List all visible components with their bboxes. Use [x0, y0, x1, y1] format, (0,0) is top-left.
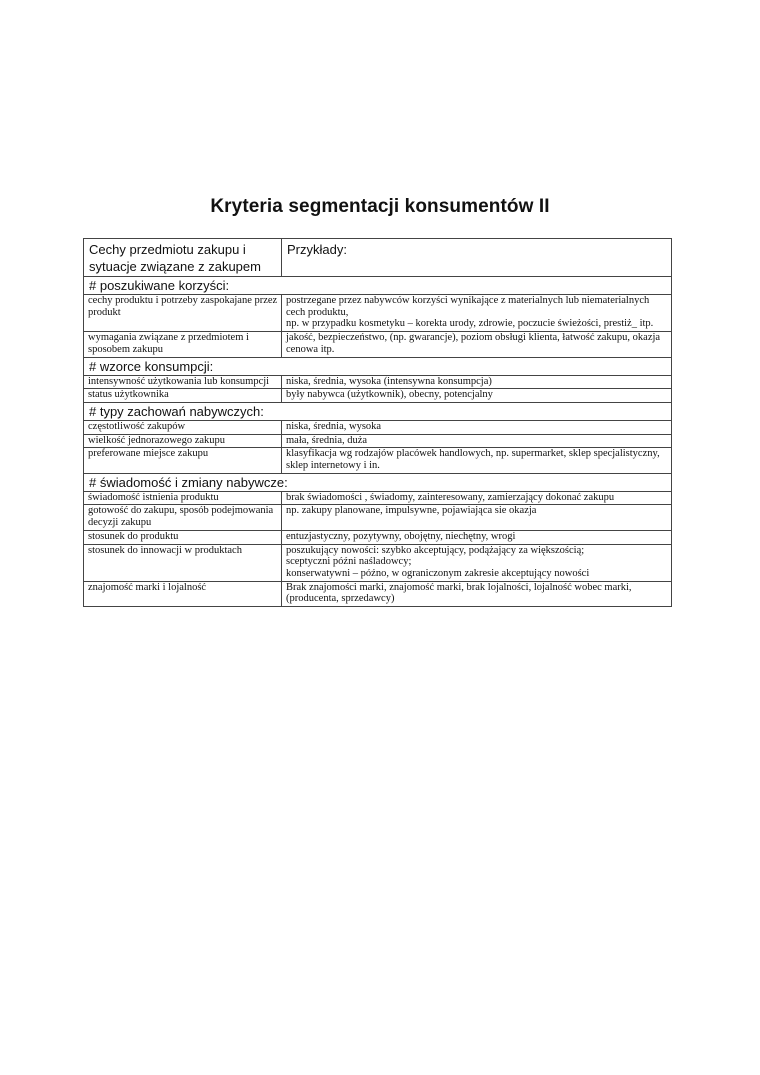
table-row	[84, 420, 672, 434]
section-heading: # poszukiwane korzyści:	[84, 277, 672, 295]
examples-cell	[282, 420, 672, 434]
section-heading-row	[84, 277, 672, 295]
criterion-cell: gotowość do zakupu, sposób podejmowania decyzji zakupu	[84, 505, 282, 530]
criterion-cell: status użytkownika	[84, 389, 282, 403]
examples-cell	[282, 448, 672, 473]
example-line: np. zakupy planowane, impulsywne, pojawiająca sie okazja	[286, 505, 537, 517]
table-row	[84, 375, 672, 389]
example-line: entuzjastyczny, pozytywny, obojętny, niechętny, wrogi	[286, 530, 516, 542]
criterion-cell: częstotliwość zakupów	[84, 420, 282, 434]
criterion-cell: cechy produktu i potrzeby zaspokajane przez produkt	[84, 295, 282, 332]
example-line: np. w przypadku kosmetyku – korekta urody, zdrowie, poczucie świeżości, prestiż_ itp.	[286, 318, 654, 330]
examples-cell	[282, 375, 672, 389]
examples-cell	[282, 491, 672, 505]
example-line: były nabywca (użytkownik), obecny, potencjalny	[286, 389, 493, 401]
examples-cell	[282, 505, 672, 530]
example-line: sceptyczni późni naśladowcy;	[286, 556, 412, 568]
table-row	[84, 505, 672, 530]
criterion-cell: wielkość jednorazowego zakupu	[84, 434, 282, 448]
example-line: poszukujący nowości: szybko akceptujący, podążający za większością;	[286, 544, 585, 556]
section-heading-row	[84, 402, 672, 420]
criterion-cell: stosunek do produktu	[84, 530, 282, 544]
criterion-cell: stosunek do innowacji w produktach	[84, 544, 282, 581]
segmentation-table	[83, 238, 672, 607]
table-row	[84, 544, 672, 581]
table-row	[84, 332, 672, 357]
examples-cell	[282, 434, 672, 448]
examples-cell	[282, 544, 672, 581]
table-row	[84, 389, 672, 403]
examples-cell	[282, 530, 672, 544]
examples-cell	[282, 581, 672, 606]
segmentation-table-body	[84, 239, 672, 607]
example-line: jakość, bezpieczeństwo, (np. gwarancje), poziom obsługi klienta, łatwość zakupu, okazja cenowa itp.	[286, 332, 661, 355]
examples-cell	[282, 389, 672, 403]
table-row	[84, 295, 672, 332]
example-line: mała, średnia, duża	[286, 434, 368, 446]
criterion-cell: świadomość istnienia produktu	[84, 491, 282, 505]
table-row	[84, 530, 672, 544]
section-heading: # świadomość i zmiany nabywcze:	[84, 473, 672, 491]
table-header-row	[84, 239, 672, 277]
examples-cell	[282, 295, 672, 332]
table-row	[84, 491, 672, 505]
section-heading-row	[84, 357, 672, 375]
example-line: niska, średnia, wysoka (intensywna konsumpcja)	[286, 375, 492, 387]
example-line: niska, średnia, wysoka	[286, 420, 382, 432]
criterion-cell: wymagania związane z przedmiotem i sposobem zakupu	[84, 332, 282, 357]
criterion-cell: znajomość marki i lojalność	[84, 581, 282, 606]
examples-cell	[282, 332, 672, 357]
document-title: Kryteria segmentacji konsumentów II	[210, 196, 550, 217]
header-examples-cell: Przykłady:	[282, 239, 672, 277]
table-row	[84, 434, 672, 448]
example-line: klasyfikacja wg rodzajów placówek handlowych, np. supermarket, sklep specjalistyczny, sklep internetowy i in.	[286, 448, 660, 472]
section-heading: # typy zachowań nabywczych:	[84, 402, 672, 420]
criterion-cell: intensywność użytkowania lub konsumpcji	[84, 375, 282, 389]
example-line: konserwatywni – późno, w ograniczonym zakresie akceptujący nowości	[286, 567, 590, 579]
criterion-cell: preferowane miejsce zakupu	[84, 448, 282, 473]
section-heading: # wzorce konsumpcji:	[84, 357, 672, 375]
table-row	[84, 581, 672, 606]
example-line: brak świadomości , świadomy, zainteresowany, zamierzający dokonać zakupu	[286, 491, 615, 503]
table-row	[84, 448, 672, 473]
example-line: Brak znajomości marki, znajomość marki, brak lojalności, lojalność wobec marki, (producenta, sprzedawcy)	[286, 581, 632, 605]
example-line: postrzegane przez nabywców korzyści wynikające z materialnych lub niematerialnych cech produktu,	[286, 295, 650, 318]
section-heading-row	[84, 473, 672, 491]
header-criteria-cell: Cechy przedmiotu zakupu i sytuacje związane z zakupem	[84, 239, 282, 277]
